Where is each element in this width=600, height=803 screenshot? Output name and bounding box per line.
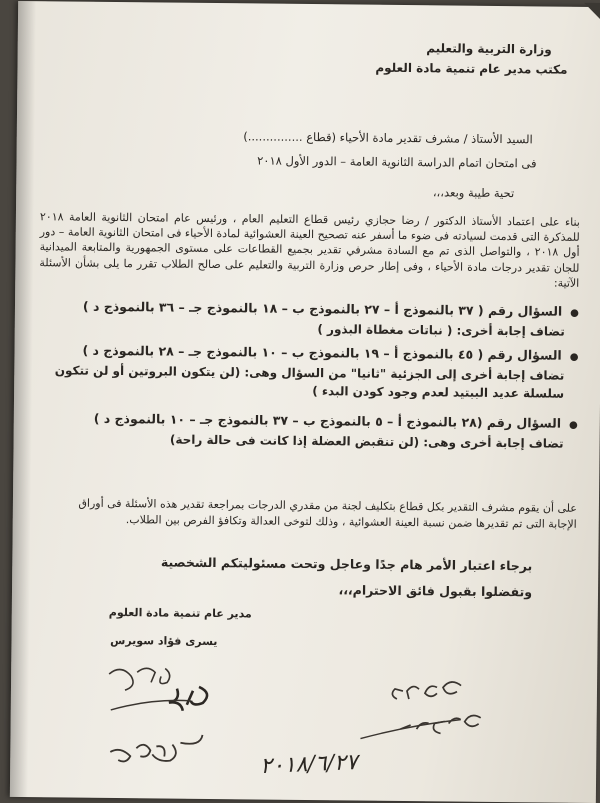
urgent-note: برجاء اعتبار الأمر هام جدًا وعاجل وتحت مسئوليتكم الشخصية [160, 554, 533, 574]
handwritten-signature-right [340, 664, 511, 756]
office-name: مكتب مدير عام تنمية مادة العلوم [375, 60, 568, 77]
body-paragraph: بناء على اعتماد الأستاذ الدكتور / رضا حجازي رئيس قطاع التعليم العام ، ورئيس عام امتحان الثانوية العامة ٢٠١٨ للمذكرة التى قدمت لسيادته فى ضوء ما أسفر عنه تصحيح العينة العشوائية لمادة الأحياء فى امتحان الثانوية العامة – دور أول ٢٠١٨ ، والتواصل الذى تم مع السادة مشرفي تقدير بجميع القطاعات على مستوى الجمهورية والمتابعة الميدانية للجان تقدير درجات مادة الأحياء ، وفى إطار حرص وزارة التربية والتعليم على صالح الطلاب تقرر ما يلى بشأن الأسئلة الآتية: [39, 210, 580, 290]
bullet-icon: ● [569, 351, 579, 363]
question-line: السؤال رقم ( ٣٧ بالنموذج أ – ٢٧ بالنموذج ب – ١٨ بالنموذج جـ – ٣٦ بالنموذج د ) [82, 298, 563, 319]
ministry-name: وزارة التربية والتعليم [426, 41, 552, 57]
handwritten-signature-left [80, 652, 281, 784]
bullet-icon: ● [568, 419, 578, 431]
closing-paragraph: على أن يقوم مشرف التقدير بكل قطاع بتكليف لجنة من مقدري الدرجات بمراجعة تقدير هذه الأسئلة فى أوراق الإجابة التى تم تقديرها ضمن نسبة العينة العشوائية ، وذلك لتوخى العدالة وتكافؤ الفرص بين الطلاب. [78, 496, 577, 531]
question-addition: تضاف إجابة أخرى وهى: (لن تنقبض العضلة إذا كانت فى حالة راحة) [169, 432, 564, 451]
question-item-2 [38, 341, 579, 403]
regards-line: وتفضلوا بقبول فائق الاحترام،،، [338, 582, 533, 600]
exam-line: فى امتحان اتمام الدراسة الثانوية العامة – الدور الأول ٢٠١٨ [257, 153, 537, 171]
greeting: تحية طيبة وبعد،،، [432, 185, 515, 201]
page-shadow [10, 1, 36, 797]
signatory-title: مدير عام تنمية مادة العلوم [108, 605, 252, 621]
bullet-icon: ● [570, 307, 580, 319]
question-addition: تضاف إجابة أخرى: ( نباتات مغطاة البذور ) [317, 322, 565, 339]
salutation: السيد الأستاذ / مشرف تقدير مادة الأحياء (قطاع ...............) [243, 129, 533, 147]
document-page [10, 1, 600, 803]
question-addition: تضاف إجابة أخرى إلى الجزئية "ثانيا" من السؤال وهى: (لن يتكون البروتين أو لن تتكون سلسلة عديد الببتيد لعدم وجود كودن البدء ) [54, 363, 565, 401]
handwritten-date: ٢٠١٨/٦/٢٧ [259, 750, 359, 780]
question-item-1 [39, 297, 579, 341]
question-line: السؤال رقم ( ٤٥ بالنموذج أ – ١٩ بالنموذج ب – ١٠ بالنموذج جـ – ٢٨ بالنموذج د ) [82, 342, 562, 363]
question-item-3 [38, 409, 578, 453]
folded-corner [584, 3, 600, 29]
question-line: السؤال رقم (٢٨ بالنموذج أ – ٥ بالنموذج ب – ٣٧ بالنموذج جـ – ١٠ بالنموذج د ) [93, 410, 562, 431]
signatory-name: يسرى فؤاد سويرس [110, 633, 218, 649]
